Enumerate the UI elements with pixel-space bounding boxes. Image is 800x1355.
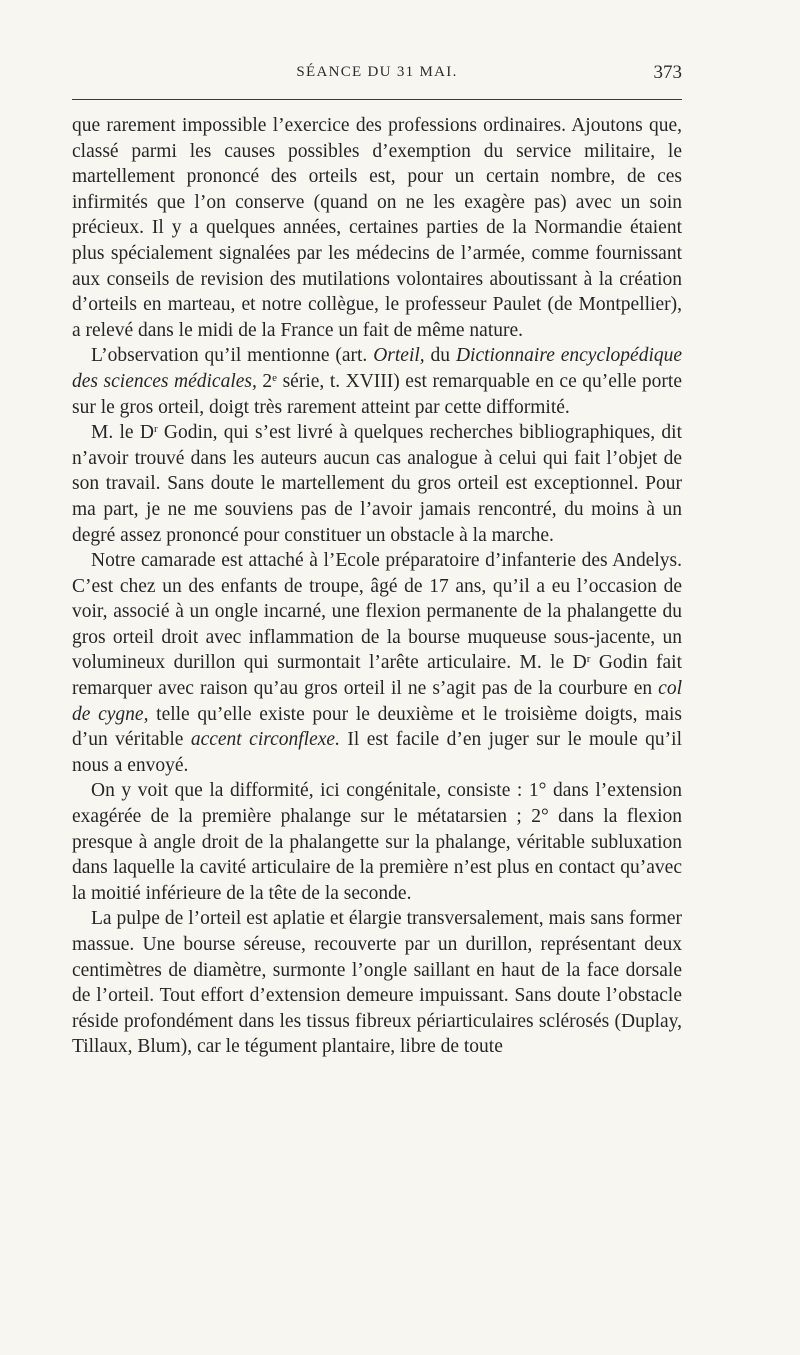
text-run: Il est facile d’en juger sur le moule qu’il nous a envoyé. xyxy=(72,729,682,776)
italic-article-title: Orteil, xyxy=(373,345,425,367)
text-run: 2 xyxy=(256,370,273,392)
superscript: r xyxy=(586,653,591,666)
paragraph-4 xyxy=(72,548,682,778)
header-rule xyxy=(72,99,682,100)
text-run: L’observation qu’il mentionne (art. xyxy=(91,345,374,367)
italic-term: col de cygne, xyxy=(72,678,682,725)
text-run: Godin, qui s’est livré à quelques recherches bibliographiques, dit n’avoir trouvé dans les auteurs aucun cas analogue à celui qui fait l’objet de son travail. Sans doute le martellement du gros orteil est exceptionnel. Pour ma part, je ne me souviens pas de l’avoir jamais rencontré, du moins à un degré assez prononcé pour constituer un obstacle à la marche. xyxy=(72,422,682,546)
paragraph-2 xyxy=(72,343,682,420)
page-header xyxy=(72,64,682,88)
superscript: r xyxy=(153,423,158,436)
text-run: Godin fait remarquer avec raison qu’au gros orteil il ne s’agit pas de la courbure en xyxy=(72,652,682,700)
paragraph-6: La pulpe de l’orteil est aplatie et élargie transversalement, mais sans former massue. Une bourse séreuse, recouverte par un durillon, représentant deux centimètres de diamètre, surmonte l’ongle saillant en haut de la face dorsale de l’orteil. Tout effort d’extension demeure impuissant. Sans doute l’obstacle réside profondément dans les tissus fibreux périarticulaires sclérosés (Duplay, Tillaux, Blum), car le tégument plantaire, libre de toute xyxy=(72,908,682,1058)
text-run: telle qu’elle existe pour le deuxième et le troisième doigts, mais d’un véritable xyxy=(72,703,683,751)
running-head: SÉANCE DU 31 MAI. xyxy=(296,64,458,80)
text-run: du xyxy=(424,345,456,367)
paragraph-3 xyxy=(72,420,682,548)
page-number: 373 xyxy=(653,62,682,83)
text-run: série, t. XVIII) est remarquable en ce qu’elle porte sur le gros orteil, doigt très rarement atteint par cette difformité. xyxy=(72,370,682,418)
paragraph-5: On y voit que la difformité, ici congénitale, consiste : 1° dans l’extension exagérée de la première phalange sur le métatarsien ; 2° dans la flexion presque à angle droit de la phalangette sur la phalange, véritable subluxation dans laquelle la cavité articulaire de la première n’est plus en contact qu’avec la moitié inférieure de la tête de la seconde. xyxy=(72,780,682,904)
italic-term: accent circonflexe. xyxy=(190,729,340,751)
body-text xyxy=(72,113,682,1060)
text-run: Notre camarade est attaché à l’Ecole préparatoire d’infanterie des Andelys. C’est chez un des enfants de troupe, âgé de 17 ans, qu’il a eu l’occasion de voir, associé à un ongle incarné, une flexion permanente de la phalangette du gros orteil droit avec inflammation de la bourse muqueuse sous-jacente, un volumineux durillon qui surmontait l’arête articulaire. M. le D xyxy=(72,550,682,674)
italic-dictionary-title: Dictionnaire encyclopédique des sciences médicales, xyxy=(72,345,683,392)
text-run: M. le D xyxy=(91,422,154,444)
superscript: e xyxy=(272,371,278,384)
paragraph-1: que rarement impossible l’exercice des professions ordinaires. Ajoutons que, classé parmi les causes possibles d’exemption du service militaire, le martellement prononcé des orteils est, pour un certain nombre, de ces infirmités que l’on conserve (quand on ne les exagère pas) avec un soin précieux. Il y a quelques années, certaines parties de la Normandie étaient plus spécialement signalées par les médecins de l’armée, comme fournissant aux conseils de revision des mutilations volontaires aboutissant à la création d’orteils en marteau, et notre collègue, le professeur Paulet (de Montpellier), a relevé dans le midi de la France un fait de même nature. xyxy=(72,115,682,341)
